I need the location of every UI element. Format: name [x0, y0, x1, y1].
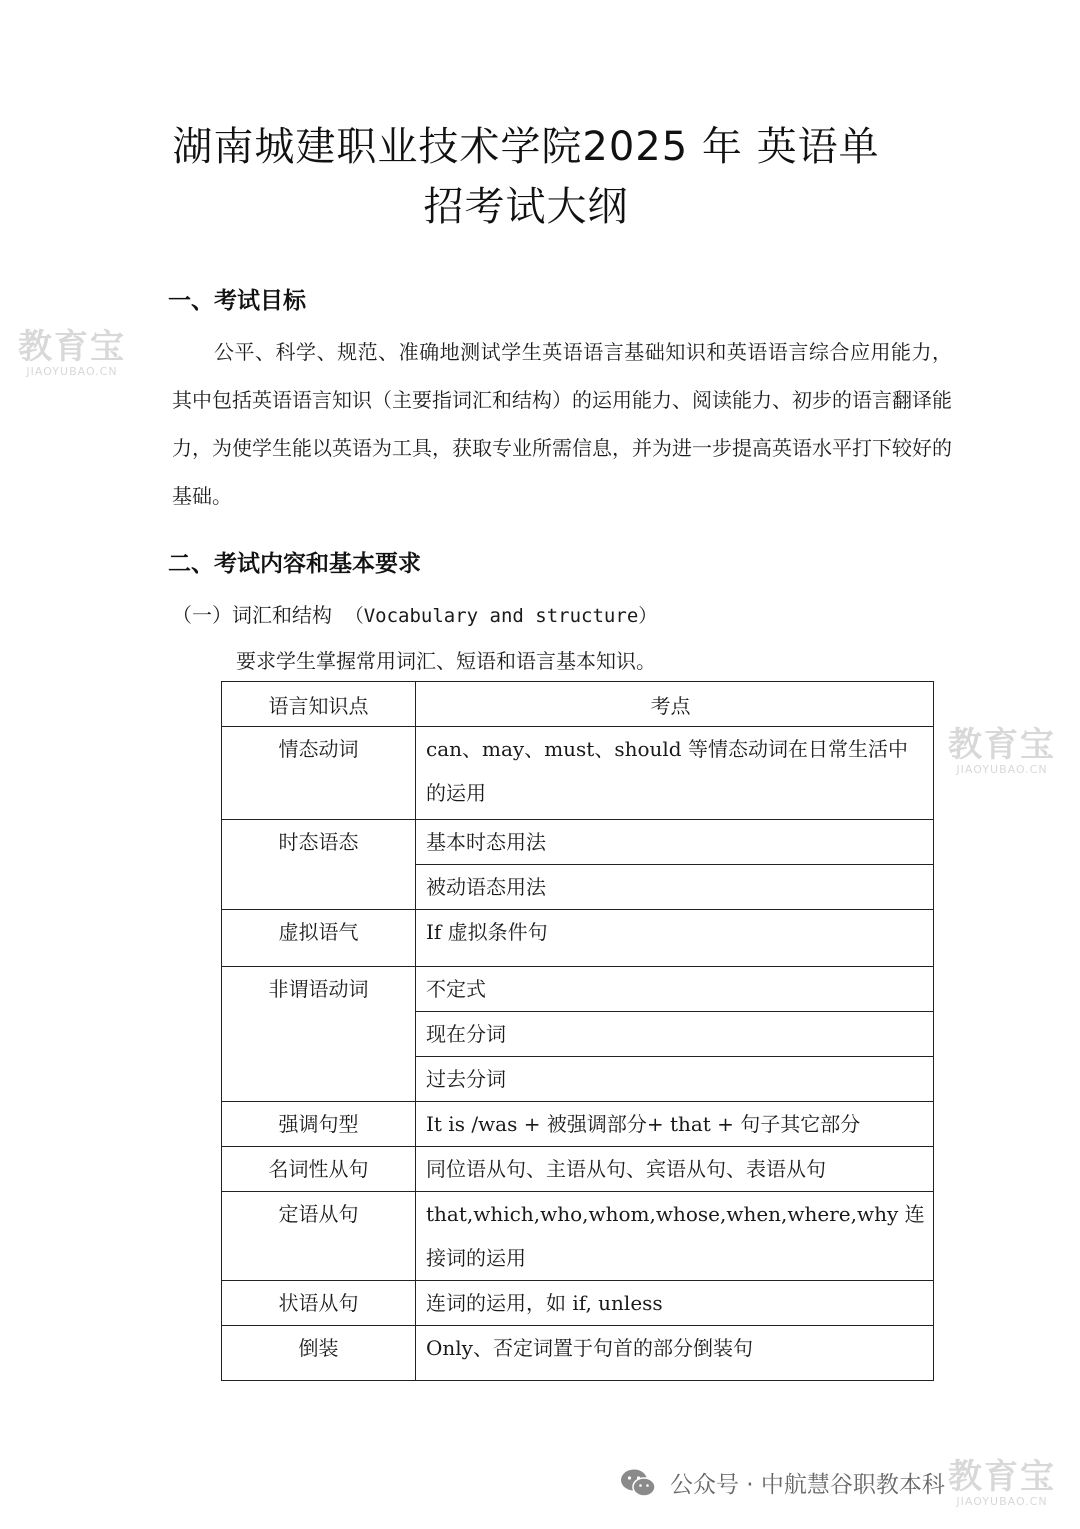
requirement-text: 要求学生掌握常用词汇、短语和语言基本知识。 [236, 649, 656, 673]
table-cell-point [416, 1057, 934, 1102]
subheading-vocabulary [172, 602, 657, 629]
table-cell-category [222, 1102, 416, 1147]
table-cell-point [416, 910, 934, 967]
point-text: 同位语从句、主语从句、宾语从句、表语从句 [426, 1157, 826, 1181]
table-cell-point [416, 1012, 934, 1057]
section-heading-exam-goal: 一、考试目标 [168, 288, 306, 314]
table-row [222, 1326, 934, 1381]
table-row [222, 1281, 934, 1326]
category-label: 情态动词 [278, 737, 359, 761]
point-text: 基本时态用法 [426, 830, 546, 854]
table-cell-point [416, 1147, 934, 1192]
category-label: 状语从句 [278, 1291, 359, 1315]
category-label: 强调句型 [278, 1112, 359, 1136]
point-text: It is /was + 被强调部分+ that + 句子其它部分 [426, 1112, 861, 1136]
table-cell-category [222, 1326, 416, 1381]
point-text: 被动语态用法 [426, 875, 546, 899]
table-header-point: 考点 [416, 682, 934, 727]
table-row [222, 1147, 934, 1192]
category-label: 时态语态 [278, 830, 359, 854]
table-row [222, 910, 934, 967]
table-header-row [222, 682, 934, 727]
exam-goal-paragraph: 公平、科学、规范、准确地测试学生英语语言基础知识和英语语言综合应用能力，其中包括英语语言知识（主要指词汇和结构）的运用能力、阅读能力、初步的语言翻译能力，为使学生能以英语为工具，获取专业所需信息，并为进一步提高英语水平打下较好的基础。 [172, 340, 952, 508]
subheading-en: （Vocabulary and structure） [344, 605, 658, 627]
table-row [222, 967, 934, 1012]
category-label: 名词性从句 [268, 1157, 369, 1181]
point-text: If 虚拟条件句 [426, 920, 548, 944]
table-cell-point [416, 1326, 934, 1381]
syllabus-table [221, 681, 934, 1381]
table-cell-category [222, 727, 416, 820]
point-text: 过去分词 [426, 1067, 506, 1091]
category-label: 虚拟语气 [278, 920, 359, 944]
table-cell-point [416, 1192, 934, 1281]
category-label: 倒装 [298, 1336, 339, 1360]
table-header-category: 语言知识点 [222, 682, 416, 727]
page-title-line1: 湖南城建职业技术学院2025 年 英语单 [172, 124, 880, 170]
point-text: that,which,who,whom,whose,when,where,why 连接词的运用 [426, 1202, 925, 1270]
point-text: Only、否定词置于句首的部分倒装句 [426, 1336, 753, 1360]
watermark-sub: JIAOYUBAO.CN [26, 365, 118, 378]
category-label: 定语从句 [278, 1202, 359, 1226]
watermark-sub: JIAOYUBAO.CN [956, 1495, 1048, 1508]
category-label: 非谓语动词 [268, 977, 369, 1001]
section-heading-exam-content: 二、考试内容和基本要求 [168, 551, 421, 577]
watermark-logo [18, 327, 126, 378]
point-text: 不定式 [426, 977, 486, 1001]
wechat-icon [620, 1468, 656, 1498]
table-cell-category [222, 910, 416, 967]
table-cell-point [416, 727, 934, 820]
table-cell-category [222, 820, 416, 910]
table-cell-point [416, 865, 934, 910]
watermark-main: 教育宝 [948, 1457, 1056, 1497]
table-cell-point [416, 1281, 934, 1326]
watermark-sub: JIAOYUBAO.CN [956, 763, 1048, 776]
table-cell-category [222, 1281, 416, 1326]
table-cell-category [222, 967, 416, 1102]
table-cell-point [416, 820, 934, 865]
table-row [222, 727, 934, 820]
footer-wechat-account [620, 1466, 945, 1499]
watermark-main: 教育宝 [948, 725, 1056, 765]
watermark-logo [948, 725, 1056, 776]
table-row [222, 820, 934, 865]
table-cell-point [416, 967, 934, 1012]
table-cell-category [222, 1147, 416, 1192]
watermark-logo [948, 1457, 1056, 1508]
table-row [222, 1192, 934, 1281]
page-title-line2: 招考试大纲 [423, 184, 629, 230]
table-cell-category [222, 1192, 416, 1281]
subheading-cn: （一）词汇和结构 [172, 603, 332, 627]
watermark-main: 教育宝 [18, 327, 126, 367]
point-text: can、may、must、should 等情态动词在日常生活中的运用 [426, 737, 908, 805]
table-row [222, 1102, 934, 1147]
point-text: 现在分词 [426, 1022, 506, 1046]
table-cell-point [416, 1102, 934, 1147]
point-text: 连词的运用，如 if, unless [426, 1291, 663, 1315]
footer-text: 公众号 · 中航慧谷职教本科 [670, 1472, 945, 1498]
